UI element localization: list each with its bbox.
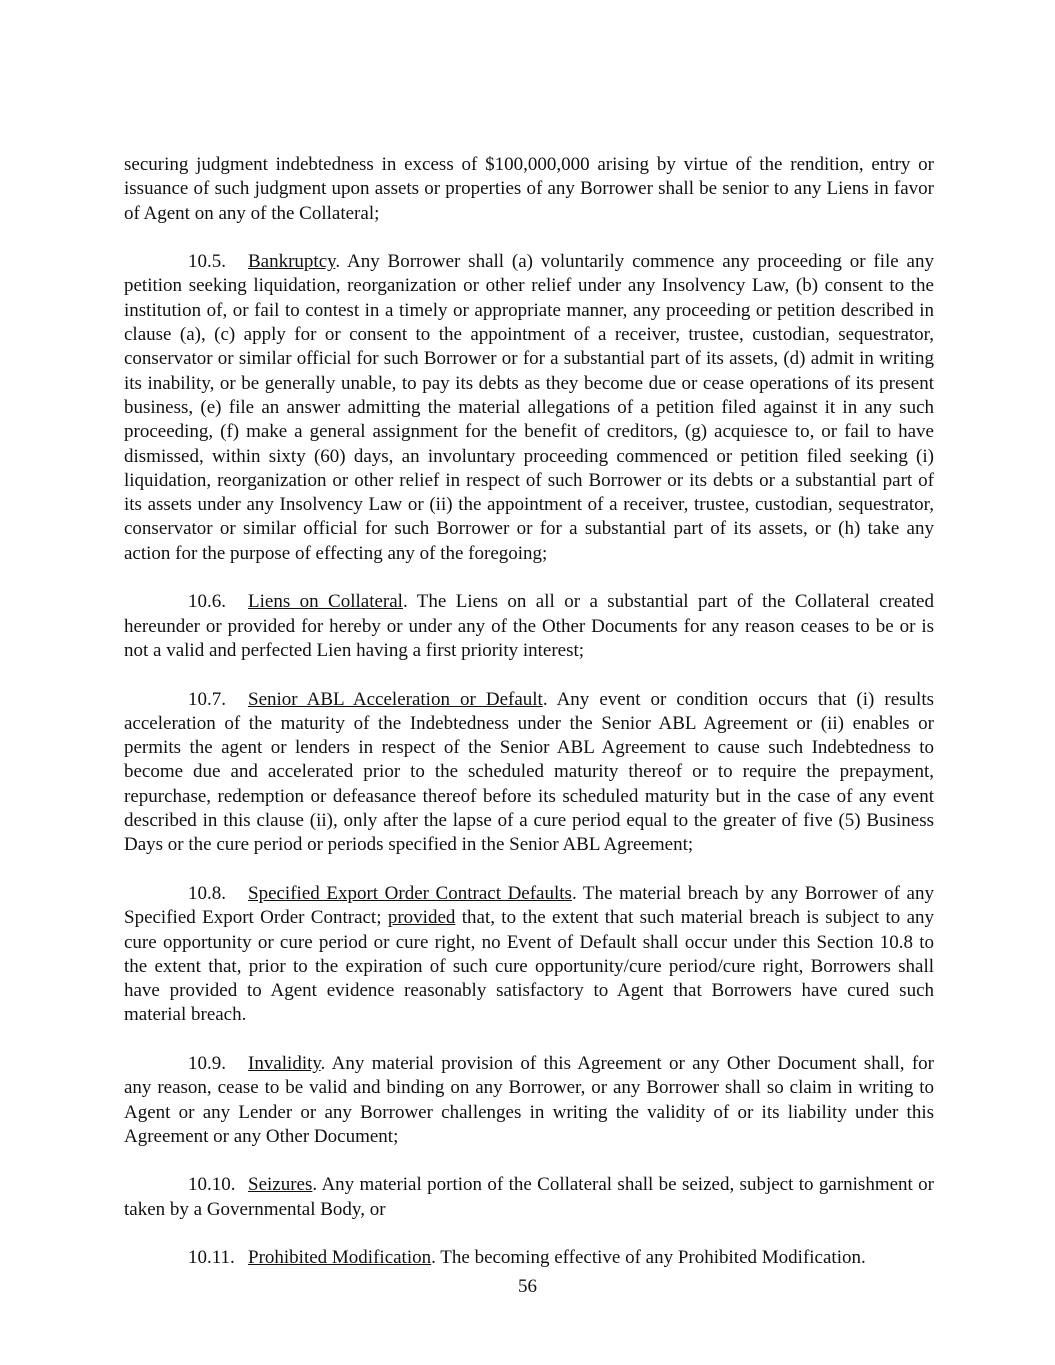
section-heading: Liens on Collateral bbox=[248, 591, 403, 613]
section-heading: Senior ABL Acceleration or Default bbox=[248, 688, 543, 710]
section-10-6 bbox=[124, 590, 934, 663]
section-heading: Specified Export Order Contract Defaults bbox=[248, 882, 572, 904]
section-10-10 bbox=[124, 1173, 934, 1222]
section-number: 10.7. bbox=[188, 688, 226, 710]
section-10-11 bbox=[124, 1246, 934, 1270]
section-number: 10.5. bbox=[188, 251, 226, 273]
section-text-after: that, to the extent that such material breach is subject to any cure opportunity or cure period or cure right, no Event of Default shall occur under this Section 10.8 to the extent that, prior to the expiration of such cure opportunity/cure period/cure right, Borrowers shall have provided to Agent evidence reasonably satisfactory to Agent that Borrowers have cured such material breach. bbox=[124, 907, 935, 1026]
section-text: . The Liens on all or a substantial part of the Collateral created hereunder or provided for hereby or under any of the Other Documents for any reason ceases to be or is not a valid and perfected Lien having a first priority interest; bbox=[124, 591, 934, 661]
section-text: . The becoming effective of any Prohibited Modification. bbox=[431, 1247, 866, 1269]
section-text: . Any event or condition occurs that (i) results acceleration of the maturity of the Indebtedness under the Senior ABL Agreement or (ii) enables or permits the agent or lenders in respect of the Senior ABL Agreement to cause such Indebtedness to become due and accelerated prior to the scheduled maturity thereof or to require the prepayment, repurchase, redemption or defeasance thereof before its scheduled maturity but in the case of any event described in this clause (ii), only after the lapse of a cure period equal to the greater of five (5) Business Days or the cure period or periods specified in the Senior ABL Agreement; bbox=[124, 688, 934, 856]
section-number: 10.8. bbox=[188, 882, 226, 904]
intro-paragraph: securing judgment indebtedness in excess of $100,000,000 arising by virtue of the rendition, entry or issuance of such judgment upon assets or properties of any Borrower shall be senior to any Liens in favor of Agent on any of the Collateral; bbox=[124, 154, 934, 224]
section-number: 10.6. bbox=[188, 591, 226, 613]
page-number: 56 bbox=[518, 1276, 537, 1297]
provided-emphasis: provided bbox=[387, 907, 456, 929]
section-heading: Bankruptcy bbox=[248, 251, 336, 273]
section-text-before: . The material breach by any Borrower of any Specified Export Order Contract; bbox=[124, 882, 934, 929]
section-number: 10.9. bbox=[188, 1052, 226, 1074]
section-text: . Any Borrower shall (a) voluntarily commence any proceeding or file any petition seeking liquidation, reorganization or other relief under any Insolvency Law, (b) consent to the institution of, or fail to contest in a timely or appropriate manner, any proceeding or petition described in clause (a), (c) apply for or consent to the appointment of a receiver, trustee, custodian, sequestrator, conservator or similar official for such Borrower or for a substantial part of its assets, (d) admit in writing its inability, or be generally unable, to pay its debts as they become due or cease operations of its present business, (e) file an answer admitting the material allegations of a petition filed against it in any such proceeding, (f) make a general assignment for the benefit of creditors, (g) acquiesce to, or fail to have dismissed, within sixty (60) days, an involuntary proceeding commenced or petition filed seeking (i) liquidation, reorganization or other relief in respect of such Borrower or its debts or a substantial part of its assets under any Insolvency Law or (ii) the appointment of a receiver, trustee, custodian, sequestrator, conservator or similar official for such Borrower or for a substantial part of its assets, or (h) take any action for the purpose of effecting any of the foregoing; bbox=[124, 251, 934, 564]
section-10-5 bbox=[124, 250, 934, 566]
section-10-7 bbox=[124, 688, 934, 858]
section-text: . Any material provision of this Agreement or any Other Document shall, for any reason, cease to be valid and binding on any Borrower, or any Borrower shall so claim in writing to Agent or any Lender or any Borrower challenges in writing the validity of or its liability under this Agreement or any Other Document; bbox=[124, 1052, 934, 1147]
section-heading: Prohibited Modification bbox=[248, 1247, 432, 1269]
section-10-9 bbox=[124, 1052, 934, 1149]
section-text: . Any material portion of the Collateral shall be seized, subject to garnishment or taken by a Governmental Body, or bbox=[124, 1174, 934, 1220]
section-10-8 bbox=[124, 882, 934, 1028]
section-number: 10.11. bbox=[188, 1247, 235, 1269]
section-heading: Seizures bbox=[248, 1174, 313, 1196]
section-heading: Invalidity bbox=[248, 1052, 321, 1074]
section-number: 10.10. bbox=[188, 1174, 236, 1196]
